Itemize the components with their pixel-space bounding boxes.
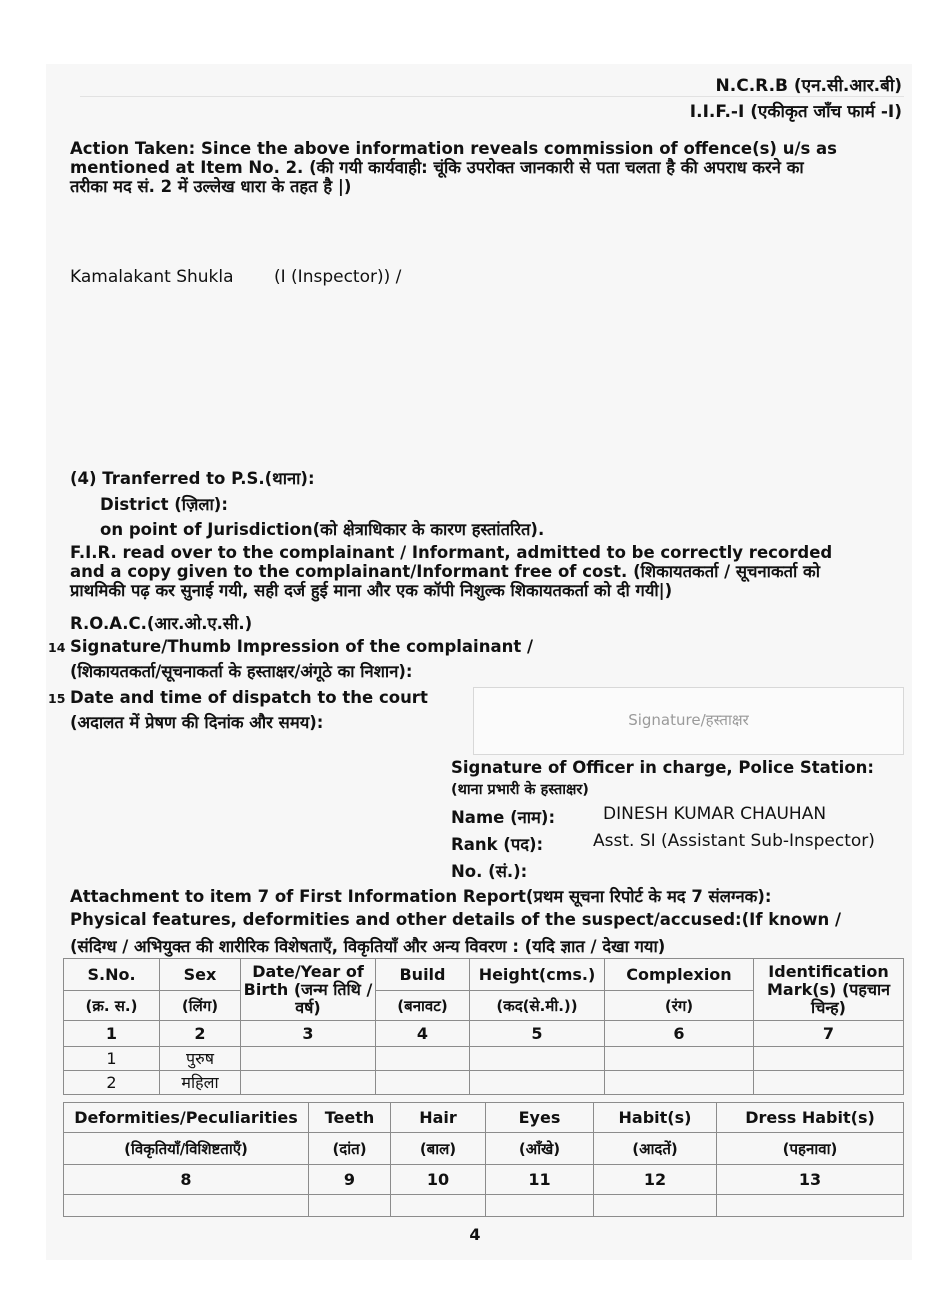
table-row — [64, 1071, 904, 1095]
table-cell[interactable] — [309, 1195, 391, 1217]
physical-features-title-hi: (संदिग्ध / अभियुक्त की शारीरिक विशेषताएँ, विकृतियाँ और अन्य विवरण : (यदि ज्ञात / देखा गया) — [70, 937, 666, 956]
table-cell[interactable] — [754, 1071, 904, 1095]
table-cell[interactable] — [241, 1047, 376, 1071]
table-cell: 2 — [64, 1071, 160, 1095]
signature-placeholder: Signature/हस्ताक्षर — [628, 711, 749, 729]
action-taken-line-3: तरीका मद सं. 2 में उल्लेख धारा के तहत है |) — [70, 177, 352, 196]
dispatch-date-label: Date and time of dispatch to the court — [70, 688, 428, 707]
col-number: 9 — [309, 1165, 391, 1195]
ncrb-header: N.C.R.B (एन.सी.आर.बी) — [715, 76, 902, 96]
action-taken-line-2: mentioned at Item No. 2. (की गयी कार्यवाही: चूंकि उपरोक्त जानकारी से पता चलता है की अपराध करने का — [70, 158, 804, 177]
table-cell[interactable] — [391, 1195, 486, 1217]
dispatch-date-label-hi: (अदालत में प्रेषण की दिनांक और समय): — [70, 713, 324, 732]
col-hair-header-hi: (बाल) — [391, 1133, 486, 1165]
table-cell[interactable] — [64, 1195, 309, 1217]
action-taken-line-1: Action Taken: Since the above information reveals commission of offence(s) u/s as — [70, 139, 838, 158]
col-complexion-header: Complexion — [605, 959, 754, 991]
suspect-features-table — [63, 1102, 904, 1217]
col-eyes-header: Eyes — [486, 1103, 594, 1133]
table-header-row — [64, 959, 904, 991]
table-cell[interactable] — [470, 1047, 605, 1071]
fir-read-line-3: प्राथमिकी पढ़ कर सुनाई गयी, सही दर्ज हुई माना और एक कॉपी निशुल्क शिकायतकर्ता को दी गयी|) — [70, 581, 673, 600]
table-cell: पुरुष — [160, 1047, 241, 1071]
col-height-header-hi: (कद(से.मी.)) — [470, 991, 605, 1021]
iif-form-header: I.I.F.-I (एकीकृत जाँच फार्म -I) — [689, 102, 902, 122]
jurisdiction-label: on point of Jurisdiction(को क्षेत्राधिकार के कारण हस्तांतरित). — [100, 520, 545, 539]
roac-label: R.O.A.C.(आर.ओ.ए.सी.) — [70, 614, 253, 633]
col-number: 7 — [754, 1021, 904, 1047]
col-number: 11 — [486, 1165, 594, 1195]
officer-number-label: No. (सं.): — [451, 862, 528, 881]
col-dob-header: Date/Year of Birth (जन्म तिथि / वर्ष) — [241, 959, 376, 1021]
col-build-header: Build — [376, 959, 470, 991]
col-number: 8 — [64, 1165, 309, 1195]
table-cell[interactable] — [717, 1195, 904, 1217]
investigating-officer-rank: (I (Inspector)) / — [274, 267, 402, 287]
col-height-header: Height(cms.) — [470, 959, 605, 991]
col-sno-header-hi: (क्र. स.) — [64, 991, 160, 1021]
col-teeth-header-hi: (दांत) — [309, 1133, 391, 1165]
table-cell: महिला — [160, 1071, 241, 1095]
page-number: 4 — [469, 1225, 481, 1244]
col-dress-habits-header-hi: (पहनावा) — [717, 1133, 904, 1165]
col-number: 6 — [605, 1021, 754, 1047]
action-taken-paragraph — [70, 139, 900, 196]
table-cell[interactable] — [241, 1071, 376, 1095]
table-cell[interactable] — [605, 1047, 754, 1071]
col-number: 2 — [160, 1021, 241, 1047]
col-complexion-header-hi: (रंग) — [605, 991, 754, 1021]
officer-name-value: DINESH KUMAR CHAUHAN — [603, 804, 827, 824]
fir-read-line-2: and a copy given to the complainant/Informant free of cost. (शिकायतकर्ता / सूचनाकर्ता को — [70, 562, 820, 581]
officer-in-charge-title-hi: (थाना प्रभारी के हस्ताक्षर) — [451, 782, 589, 798]
col-sex-header-hi: (लिंग) — [160, 991, 241, 1021]
officer-in-charge-title: Signature of Officer in charge, Police Station: — [451, 758, 875, 777]
col-habits-header-hi: (आदतें) — [594, 1133, 717, 1165]
col-build-header-hi: (बनावट) — [376, 991, 470, 1021]
officer-name-label: Name (नाम): — [451, 808, 556, 827]
col-number: 5 — [470, 1021, 605, 1047]
attachment-title: Attachment to item 7 of First Information Report(प्रथम सूचना रिपोर्ट के मद 7 संलग्नक): — [70, 887, 772, 906]
col-dress-habits-header: Dress Habit(s) — [717, 1103, 904, 1133]
suspect-details-table — [63, 958, 904, 1095]
col-eyes-header-hi: (आँखे) — [486, 1133, 594, 1165]
table-header-hi-row — [64, 1133, 904, 1165]
col-number: 3 — [241, 1021, 376, 1047]
col-sno-header: S.No. — [64, 959, 160, 991]
table-cell[interactable] — [605, 1071, 754, 1095]
item-14-number: 14 — [48, 640, 66, 655]
fir-read-over-paragraph — [70, 543, 900, 600]
physical-features-title: Physical features, deformities and other details of the suspect/accused:(If known / — [70, 910, 842, 929]
officer-rank-value: Asst. SI (Assistant Sub-Inspector) — [593, 831, 875, 851]
table-row — [64, 1195, 904, 1217]
col-hair-header: Hair — [391, 1103, 486, 1133]
table-number-row — [64, 1021, 904, 1047]
col-deformities-header: Deformities/Peculiarities — [64, 1103, 309, 1133]
col-habits-header: Habit(s) — [594, 1103, 717, 1133]
col-number: 12 — [594, 1165, 717, 1195]
col-identification-header: Identification Mark(s) (पहचान चिन्ह) — [754, 959, 904, 1021]
officer-signature-box[interactable] — [473, 687, 904, 755]
table-cell[interactable] — [376, 1047, 470, 1071]
table-cell[interactable] — [376, 1071, 470, 1095]
col-number: 13 — [717, 1165, 904, 1195]
table-number-row — [64, 1165, 904, 1195]
col-teeth-header: Teeth — [309, 1103, 391, 1133]
table-cell[interactable] — [754, 1047, 904, 1071]
col-number: 4 — [376, 1021, 470, 1047]
table-cell[interactable] — [470, 1071, 605, 1095]
investigating-officer-name: Kamalakant Shukla — [70, 267, 234, 287]
district-label: District (ज़िला): — [100, 495, 228, 514]
table-cell[interactable] — [594, 1195, 717, 1217]
officer-rank-label: Rank (पद): — [451, 835, 544, 854]
item-15-number: 15 — [48, 691, 66, 706]
complainant-signature-label: Signature/Thumb Impression of the complainant / — [70, 637, 533, 656]
col-number: 10 — [391, 1165, 486, 1195]
col-sex-header: Sex — [160, 959, 241, 991]
col-number: 1 — [64, 1021, 160, 1047]
table-cell[interactable] — [486, 1195, 594, 1217]
table-row — [64, 1047, 904, 1071]
col-deformities-header-hi: (विकृतियाँ/विशिष्टताएँ) — [64, 1133, 309, 1165]
header-divider — [80, 96, 904, 97]
complainant-signature-label-hi: (शिकायतकर्ता/सूचनाकर्ता के हस्ताक्षर/अंगूठे का निशान): — [70, 662, 413, 681]
transferred-to-ps-label: (4) Tranferred to P.S.(थाना): — [70, 469, 315, 488]
table-header-row — [64, 1103, 904, 1133]
table-cell: 1 — [64, 1047, 160, 1071]
fir-read-line-1: F.I.R. read over to the complainant / Informant, admitted to be correctly recorded — [70, 543, 833, 562]
